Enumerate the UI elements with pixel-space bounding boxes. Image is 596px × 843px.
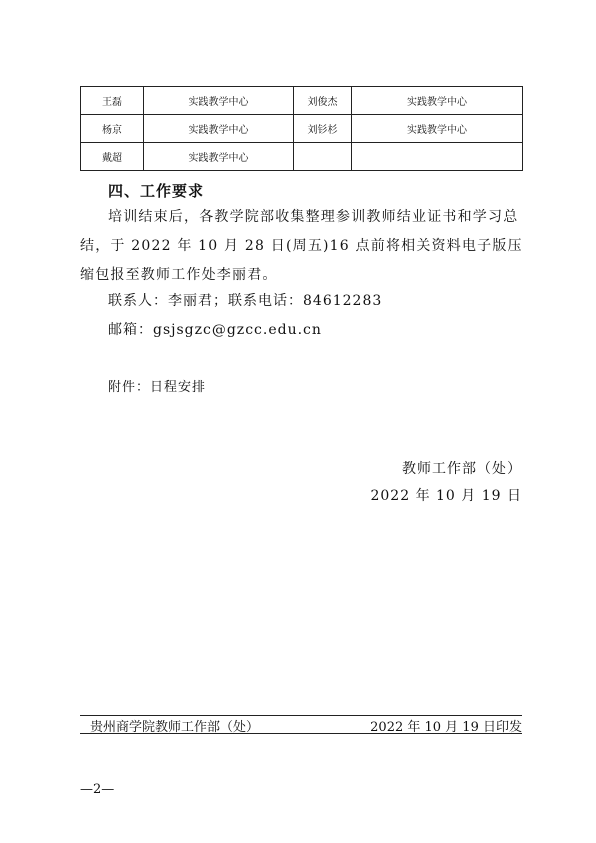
footer-bottom-rule	[80, 733, 522, 734]
table-cell-dept: 实践教学中心	[144, 143, 294, 171]
table-row	[81, 143, 523, 171]
table-cell-name	[294, 143, 352, 171]
table-cell-dept: 实践教学中心	[144, 115, 294, 143]
section-heading: 四、工作要求	[108, 182, 205, 200]
table-cell-name: 刘钐杉	[294, 115, 352, 143]
footer-print-date: 2022 年 10 月 19 日印发	[370, 720, 522, 735]
table-cell-dept: 实践教学中心	[144, 87, 294, 115]
table-cell-name: 刘俊杰	[294, 87, 352, 115]
table-row	[81, 87, 523, 115]
table-cell-dept	[352, 143, 523, 171]
attachment-line: 附件：日程安排	[108, 380, 207, 395]
footer-issuer: 贵州商学院教师工作部（处）	[90, 720, 260, 735]
signature-date: 2022 年 10 月 19 日	[370, 488, 522, 504]
table-cell-name: 戴超	[81, 143, 144, 171]
signature-org: 教师工作部（处）	[402, 461, 522, 477]
email-line: 邮箱：gsjsgzc@gzcc.edu.cn	[108, 322, 322, 338]
contact-line: 联系人：李丽君；联系电话：84612283	[108, 293, 383, 309]
table-cell-dept: 实践教学中心	[352, 87, 523, 115]
table-row	[81, 115, 523, 143]
page-number: —2—	[80, 782, 115, 797]
requirements-paragraph: 培训结束后，各教学院部收集整理参训教师结业证书和学习总结，于 2022 年 10 月 28 日(周五)16 点前将相关资料电子版压缩包报至教师工作处李丽君。	[80, 209, 523, 283]
table-cell-name: 杨京	[81, 115, 144, 143]
table-cell-name: 王磊	[81, 87, 144, 115]
table-cell-dept: 实践教学中心	[352, 115, 523, 143]
staff-table	[80, 86, 523, 171]
